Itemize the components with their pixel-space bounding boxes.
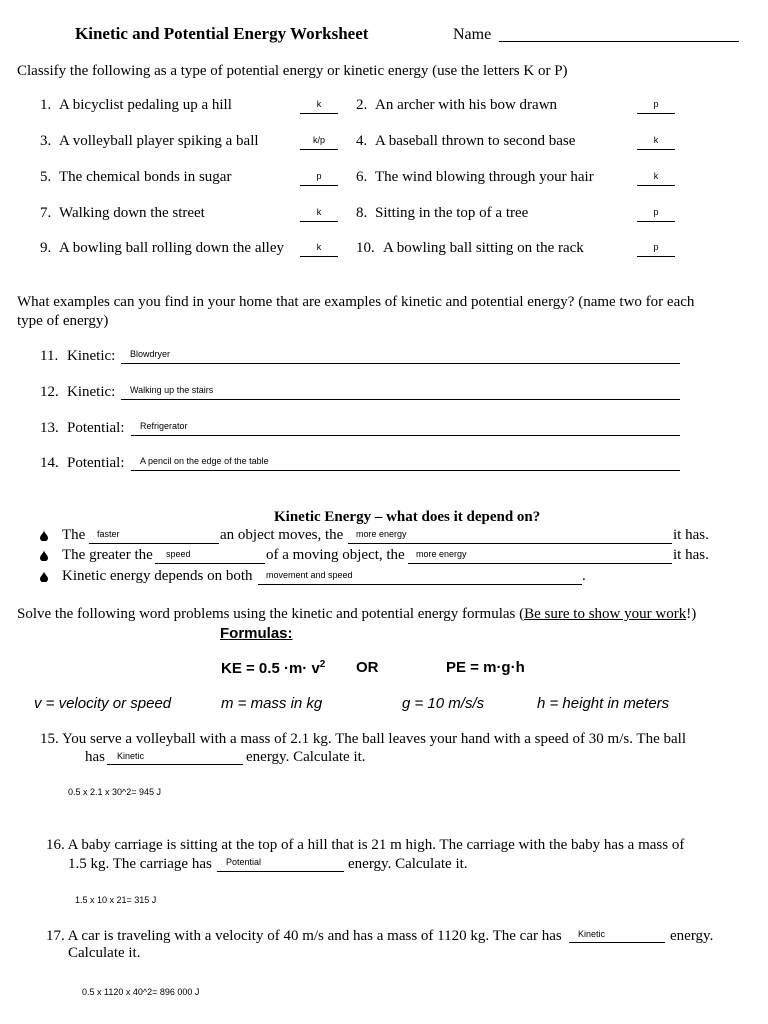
item-label: Kinetic: [67, 384, 116, 400]
item-number: 13. [40, 420, 59, 436]
item-text: An archer with his bow drawn [375, 97, 558, 113]
drop-bullet-icon [40, 571, 48, 582]
handwritten-answer: p [653, 207, 659, 217]
q16-post: energy. Calculate it. [348, 856, 468, 872]
handwritten-answer: Walking up the stairs [130, 385, 214, 395]
handwritten-answer: Refrigerator [140, 421, 188, 431]
handwritten-answer: k [653, 135, 659, 145]
bullet1-post: it has. [673, 527, 709, 543]
item-number: 3. [40, 133, 52, 149]
q17-line2: Calculate it. [68, 945, 141, 961]
bullet3-answer: movement and speed [266, 570, 353, 580]
item-number: 14. [40, 455, 59, 471]
item-number: 7. [40, 205, 52, 221]
q16-work: 1.5 x 10 x 21= 315 J [75, 895, 157, 905]
worksheet-title: Kinetic and Potential Energy Worksheet [75, 24, 369, 43]
bullet2-post: it has. [673, 547, 709, 563]
answer-blank[interactable] [300, 256, 338, 257]
handwritten-answer: Blowdryer [130, 349, 171, 359]
answer-blank[interactable] [300, 149, 338, 150]
answer-blank[interactable] [637, 256, 675, 257]
word-problems-instruction: Solve the following word problems using the kinetic and potential energy formulas (Be sure to show your work!) [17, 606, 697, 622]
pe-formula: PE = m·g·h [446, 659, 525, 676]
def-gravity: g = 10 m/s/s [402, 695, 485, 712]
q16-line1: 16. A baby carriage is sitting at the top of a hill that is 21 m high. The carriage with the baby has a mass of [46, 837, 685, 853]
answer-line[interactable] [131, 435, 680, 436]
item-number: 5. [40, 169, 52, 185]
answer-blank[interactable] [300, 185, 338, 186]
home-examples-question-line1: What examples can you find in your home that are examples of kinetic and potential energy? (name two for each [17, 294, 695, 310]
bullet1-answer1: faster [97, 529, 120, 539]
bullet2-answer2: more energy [416, 549, 467, 559]
bullet2-mid: of a moving object, the [266, 547, 405, 563]
handwritten-answer: k/p [312, 135, 325, 145]
name-input-line[interactable] [499, 41, 739, 42]
item-label: Potential: [67, 455, 125, 471]
bullet1-blank1[interactable] [89, 543, 219, 544]
def-mass: m = mass in kg [221, 695, 323, 712]
ke-formula: KE = $0.5 \cdot m\cdot v^2$ [221, 659, 326, 677]
answer-blank[interactable] [637, 221, 675, 222]
bullet1-mid: an object moves, the [220, 527, 344, 543]
q17-line1-post: energy. [670, 928, 714, 944]
item-text: A bicyclist pedaling up a hill [59, 97, 232, 113]
handwritten-answer: k [316, 242, 322, 252]
item-text: A bowling ball rolling down the alley [59, 240, 284, 256]
answer-blank[interactable] [637, 149, 675, 150]
handwritten-answer: A pencil on the edge of the table [140, 456, 269, 466]
home-examples-question-line2: type of energy) [17, 313, 109, 329]
handwritten-answer: p [653, 242, 659, 252]
bullet2-answer1: speed [166, 549, 191, 559]
q17-work: 0.5 x 1120 x 40^2= 896 000 J [82, 987, 200, 997]
bullet1-answer2: more energy [356, 529, 407, 539]
formulas-label: Formulas: [220, 625, 293, 642]
q17-answer: Kinetic [578, 929, 606, 939]
item-label: Kinetic: [67, 348, 116, 364]
item-number: 10. [356, 240, 375, 256]
handwritten-answer: p [653, 99, 659, 109]
q15-blank[interactable] [107, 764, 243, 765]
item-text: Walking down the street [59, 205, 205, 221]
bullet2-blank1[interactable] [155, 563, 265, 564]
item-number: 11. [40, 348, 59, 364]
handwritten-answer: k [316, 207, 322, 217]
q16-answer: Potential [226, 857, 262, 867]
answer-line[interactable] [121, 363, 680, 364]
q15-post: energy. Calculate it. [246, 749, 366, 765]
item-text: The chemical bonds in sugar [59, 169, 232, 185]
item-text: A baseball thrown to second base [375, 133, 576, 149]
item-text: The wind blowing through your hair [375, 169, 594, 185]
item-number: 4. [356, 133, 368, 149]
item-text: A bowling ball sitting on the rack [383, 240, 584, 256]
item-number: 9. [40, 240, 52, 256]
answer-line[interactable] [121, 399, 680, 400]
item-number: 2. [356, 97, 368, 113]
q17-blank[interactable] [569, 942, 665, 943]
drop-bullet-icon [40, 550, 48, 561]
answer-blank[interactable] [300, 113, 338, 114]
q15-answer: Kinetic [117, 751, 145, 761]
name-label: Name [453, 26, 492, 43]
def-height: h = height in meters [537, 695, 670, 712]
bullet1-blank2[interactable] [348, 543, 672, 544]
handwritten-answer: k [316, 99, 322, 109]
item-text: A volleyball player spiking a ball [59, 133, 259, 149]
answer-line[interactable] [131, 470, 680, 471]
q17-line1-pre: 17. A car is traveling with a velocity of 40 m/s and has a mass of 1120 kg. The car has [46, 928, 562, 944]
q16-blank[interactable] [217, 871, 344, 872]
bullet2-pre: The greater the [62, 547, 153, 563]
answer-blank[interactable] [300, 221, 338, 222]
answer-blank[interactable] [637, 113, 675, 114]
section1-instruction: Classify the following as a type of potential energy or kinetic energy (use the letters K or P) [17, 63, 568, 79]
item-number: 8. [356, 205, 368, 221]
bullet3-pre: Kinetic energy depends on both [62, 568, 253, 584]
item-label: Potential: [67, 420, 125, 436]
def-velocity: v = velocity or speed [34, 695, 172, 712]
handwritten-answer: p [316, 171, 322, 181]
answer-blank[interactable] [637, 185, 675, 186]
bullet3-blank[interactable] [258, 584, 582, 585]
bullet3-post: . [582, 568, 586, 584]
q15-pre: has [85, 749, 105, 765]
bullet2-blank2[interactable] [408, 563, 672, 564]
q15-work: 0.5 x 2.1 x 30^2= 945 J [68, 787, 162, 797]
q16-pre: 1.5 kg. The carriage has [68, 856, 212, 872]
or-label: OR [356, 659, 379, 676]
item-number: 12. [40, 384, 59, 400]
handwritten-answer: k [653, 171, 659, 181]
item-number: 1. [40, 97, 52, 113]
item-text: Sitting in the top of a tree [375, 205, 529, 221]
q15-line1: 15. You serve a volleyball with a mass of 2.1 kg. The ball leaves your hand with a speed of 30 m/s. The ball [40, 731, 686, 747]
item-number: 6. [356, 169, 368, 185]
bullet1-pre: The [62, 527, 86, 543]
drop-bullet-icon [40, 530, 48, 541]
kinetic-depends-heading: Kinetic Energy – what does it depend on? [274, 509, 541, 525]
